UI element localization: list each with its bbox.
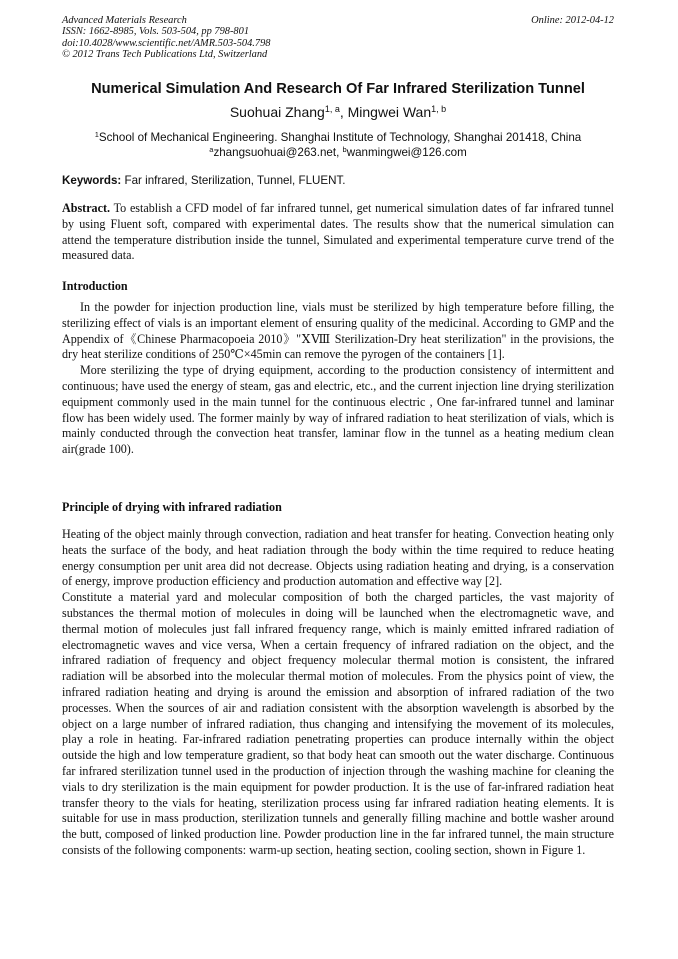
introduction-heading: Introduction [62, 279, 128, 293]
affiliation-sup: 1 [94, 130, 99, 139]
principle-heading: Principle of drying with infrared radiation [62, 500, 282, 514]
author-2: Mingwei Wan [347, 104, 432, 120]
affiliation [62, 131, 614, 160]
principle-body [62, 527, 614, 859]
introduction-paragraph-2: More sterilizing the type of drying equipment, according to the production consistency of intermittent and continuous; have used the energy of steam, gas and electric, etc., and the current injection line drying sterilization equipment commonly used in the main tunnel for the continuous electric , One far-infrared tunnel and laminar flow has been widely used. The former mainly by way of infrared radiation to heat sterilization of vials, which is mainly conducted through the convection heat transfer, laminar flow in the tunnel as a heating medium clean air(grade 100). [62, 363, 614, 457]
email-line [62, 146, 614, 161]
affiliation-line [62, 131, 614, 146]
keywords [62, 173, 614, 189]
email-a-sup: a [209, 144, 214, 154]
email-a: zhangsuohuai@263.net, [213, 145, 343, 159]
author-1-affil: 1, a [324, 104, 340, 114]
abstract [62, 201, 614, 264]
keywords-text: Far infrared, Sterilization, Tunnel, FLUENT. [121, 174, 346, 187]
paper-title: Numerical Simulation And Research Of Far Infrared Sterilization Tunnel [91, 81, 585, 97]
journal-issn: ISSN: 1662-8985, Vols. 503-504, pp 798-801 [62, 26, 250, 38]
keywords-label: Keywords: [62, 174, 122, 187]
journal-doi: doi:10.4028/www.scientific.net/AMR.503-504.798 [62, 37, 271, 49]
email-b: wanmingwei@126.com [346, 145, 467, 159]
author-line [62, 102, 614, 122]
affiliation-text: School of Mechanical Engineering. Shanghai Institute of Technology, Shanghai 201418, China [98, 131, 582, 144]
introduction-body [62, 300, 614, 458]
journal-header [62, 15, 614, 60]
principle-paragraph-1: Heating of the object mainly through convection, radiation and heat transfer for heating. Convection heating only heats the surface of the body, and heat radiation through the body within the time required to reduce heating energy consumption per unit area did not decrease. Objects using radiation heating and drying, is a conservation of energy, improve production efficiency and production automation and effective way [2]. [62, 527, 614, 589]
email-b-sup: b [342, 144, 347, 154]
journal-info [62, 15, 270, 60]
principle-paragraph-2: Constitute a material yard and molecular composition of both the charged particles, the vast majority of substances the thermal motion of molecules in doing will be launched when the electromagnetic wave, and thermal motion of molecules just fall infrared frequency range, which is mainly emitted infrared radiation of electromagnetic waves and vice versa, When a certain frequency of infrared radiation on the object, and the infrared radiation of frequency and object frequency molecular thermal motion is consistent, the infrared radiation will be absorbed into the molecular thermal motion of molecules. From the physics point of view, the infrared radiation heating and drying is around the emission and absorption of infrared radiation of the two processes. When the sources of air and radiation consistent with the absorption wavelength is absorbed by the object on a large number of infrared radiation, thus changing and intensifying the movement of its molecules, play a role in heating. Far-infrared radiation penetrating properties can produce internally within the object outside the high and low temperature gradient, so that body heat can smooth out the water discharge. Continuous far infrared sterilization tunnel used in the production of injection through the washing machine for cleaning the vials to dry sterilization is the main equipment for powder production. It is the use of far-infrared radiation heat transfer theory to the vials for heating, sterilization process using far infrared radiation heating elements. It is suitable for use in mass production, sterilization tunnels and generally filling machine and bottle washer around the butt, composed of linked production line. Powder production line in the far infrared tunnel, the main structure consists of the following components: warm-up section, heating section, cooling section, shown in Figure 1. [62, 590, 614, 857]
abstract-text: To establish a CFD model of far infrared tunnel, get numerical simulation dates of far infrared tunnel by using Fluent soft, compared with experimental dates. The results show that the numerical simulation can attend the temperature distribution inside the tunnel, Simulated and experimental temperature curve trend of the measured data. [62, 201, 614, 263]
online-date: Online: 2012-04-12 [531, 15, 614, 26]
journal-copyright: © 2012 Trans Tech Publications Ltd, Switzerland [62, 48, 268, 60]
author-2-affil: 1, b [431, 104, 447, 114]
author-1: Suohuai Zhang [229, 104, 325, 120]
abstract-label: Abstract. [62, 201, 111, 215]
author-separator: , [339, 104, 348, 120]
introduction-paragraph-1: In the powder for injection production line, vials must be sterilized by high temperature before filling, the sterilizing effect of vials is an important element of ensuring quality of the medicinal. According to GMP and the Appendix of《Chinese Pharmacopoeia 2010》"ⅩⅧ Sterilization-Dry heat sterilization" in the provisions, the dry heat sterilize conditions of 250℃×45min can remove the pyrogen of the containers [1]. [62, 300, 614, 362]
journal-name: Advanced Materials Research [62, 15, 187, 26]
